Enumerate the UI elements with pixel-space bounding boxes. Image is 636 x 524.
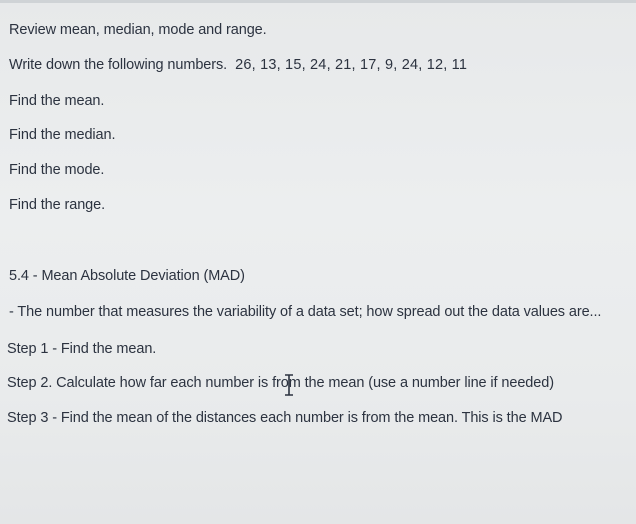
text-cursor-icon (283, 374, 295, 396)
numbers-instruction: Write down the following numbers. (9, 57, 228, 73)
mad-heading: 5.4 - Mean Absolute Deviation (MAD) (9, 268, 245, 284)
task-median: Find the median. (9, 127, 116, 143)
step-1: Step 1 - Find the mean. (7, 341, 157, 357)
step-3: Step 3 - Find the mean of the distances each number is from the mean. This is the MAD (7, 410, 563, 426)
task-range: Find the range. (9, 197, 106, 213)
review-title: Review mean, median, mode and range. (9, 22, 267, 38)
top-border (0, 0, 636, 3)
task-mean: Find the mean. (9, 93, 105, 109)
number-list: 26, 13, 15, 24, 21, 17, 9, 24, 12, 11 (235, 57, 468, 73)
task-mode: Find the mode. (9, 162, 105, 178)
step-2: Step 2. Calculate how far each number is from the mean (use a number line if needed) (7, 375, 554, 391)
mad-definition: - The number that measures the variability of a data set; how spread out the data values are... (9, 304, 602, 320)
numbers-instruction-line (9, 57, 467, 73)
